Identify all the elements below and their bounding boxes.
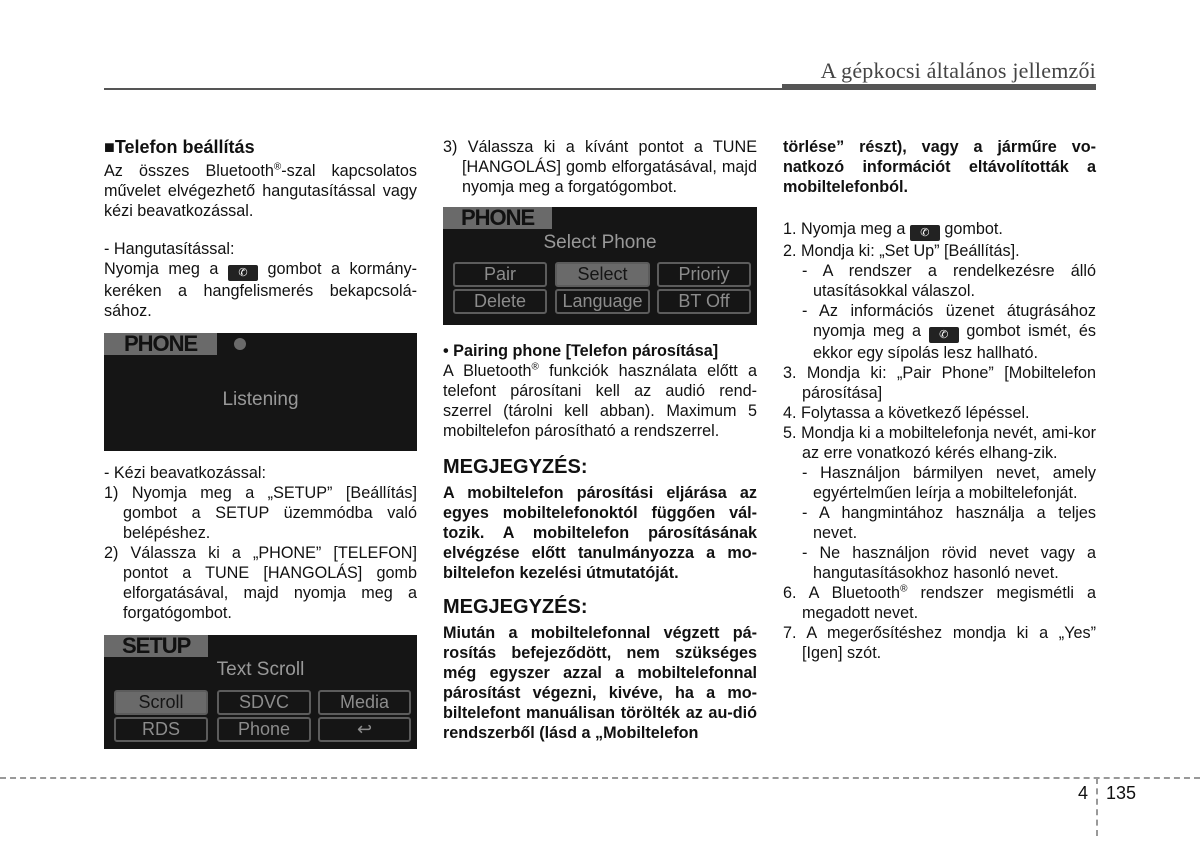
header-bar [782, 84, 1096, 90]
phone-voice-icon: ✆ [228, 265, 258, 281]
pairing-bullet: • Pairing phone [Telefon párosítása] [443, 342, 719, 360]
step-3-5a: - Használjon bármilyen nevet, amely egyértelműen leírja a mobiltelefonját. [802, 464, 1096, 502]
chapter-number: 4 [1078, 783, 1089, 803]
phone-voice-icon: ✆ [929, 327, 959, 343]
step-3-5: 5. Mondja ki a mobiltelefonja nevét, ami-kor az erre vonatkozó kérés elhang-zik. [783, 424, 1096, 462]
manual-label: - Kézi beavatkozással: [104, 464, 266, 482]
screen-button-media[interactable]: Media [318, 690, 411, 715]
step-3-1: 1. Nyomja meg a ✆ gombot. [783, 220, 1003, 239]
screen-button-language[interactable]: Language [555, 289, 650, 314]
step-3-2b: - Az információs üzenet átugrásához nyomja meg a ✆ gombot ismét, és ekkor egy sípolás lesz hallható. [802, 302, 1097, 362]
screen-title: Select Phone [543, 232, 657, 253]
page-header-title: A gépkocsi általános jellemzői [820, 58, 1096, 83]
footer-vertical-rule [1096, 778, 1098, 836]
voice-paragraph: Nyomja meg a ✆ gombot a kormány-keréken a hangfelismerés bekapcsolá-sához. [104, 260, 417, 320]
step-3-2a: - A rendszer a rendelkezésre álló utasításokkal válaszol. [802, 262, 1096, 300]
footer-dashed-rule [0, 777, 1200, 779]
voice-label: - Hangutasítással: [104, 240, 235, 258]
screen-button-rds[interactable]: RDS [114, 717, 208, 742]
screen-button-back[interactable]: ↩ [318, 717, 411, 742]
step-3: 3) Válassza ki a kívánt pontot a TUNE [HANGOLÁS] gomb elforgatásával, majd nyomja meg a forgatógombot. [443, 138, 757, 196]
step-3-5c: - Ne használjon rövid nevet vagy a hangutasításokhoz hasonló nevet. [802, 544, 1096, 582]
step-3-6: 6. A Bluetooth® rendszer megismétli a megadott nevet. [783, 583, 1096, 622]
note-heading-1: MEGJEGYZÉS: [443, 456, 588, 478]
step-1: 1) Nyomja meg a „SETUP” [Beállítás] gombot a SETUP üzemmódba való belépéshez. [104, 484, 417, 542]
screen-tab: PHONE [443, 207, 552, 229]
screen-small-icon [234, 338, 246, 350]
step-2: 2) Válassza ki a „PHONE” [TELEFON] pontot a TUNE [HANGOLÁS] gomb elforgatásával, majd nyomja meg a forgatógombot. [104, 544, 417, 622]
column-1 [104, 137, 417, 761]
note-1: A mobiltelefon párosítási eljárása az egyes mobiltelefonoktól függően vál-tozik. A mobiltelefon párosításának elvégzése előtt tanulmányozza a mo-biltelefon kezelési útmutatóját. [443, 484, 757, 582]
section-heading: ■Telefon beállítás [104, 137, 255, 157]
column-3 [783, 137, 1096, 663]
step-3-3: 3. Mondja ki: „Pair Phone” [Mobiltelefon párosítása] [783, 364, 1096, 402]
step-3-5b: - A hangmintához használja a teljes nevet. [802, 504, 1096, 542]
note-2-continued: törlése” részt), vagy a járműre vo-natkozó információt eltávolították a mobiltelefonból. [783, 138, 1096, 196]
screen-button-phone[interactable]: Phone [217, 717, 311, 742]
step-3-7: 7. A megerősítéshez mondja ki a „Yes” [Igen] szót. [783, 624, 1096, 662]
screen-select-phone [443, 207, 757, 325]
step-3-2: 2. Mondja ki: „Set Up” [Beállítás]. [783, 242, 1020, 260]
column-2 [443, 137, 757, 743]
screen-button-select[interactable]: Select [555, 262, 650, 287]
screen-status: Listening [222, 389, 299, 410]
screen-button-priority[interactable]: Prioriy [657, 262, 751, 287]
screen-setup [104, 635, 417, 749]
phone-voice-icon: ✆ [910, 225, 940, 241]
pairing-paragraph: A Bluetooth® funkciók használata előtt a telefont párosítani kell az audió rend-szerrel (tárolni kell abban). Maximum 5 mobiltelefon párosítható a rendszerrel. [443, 361, 757, 440]
header-rule [104, 88, 782, 90]
note-2: Miután a mobiltelefonnal végzett pá-rosítás befejeződött, nem szükséges még egyszer azzal a mobiltelefonnal párosítást végezni, kivéve, ha a mo-biltelefont manuálisan törölték az au-dió rendszerből (lásd a „Mobiltelefon [443, 624, 757, 742]
note-heading-2: MEGJEGYZÉS: [443, 596, 588, 618]
screen-title: Text Scroll [216, 659, 305, 680]
step-3-4: 4. Folytassa a következő lépéssel. [783, 404, 1030, 422]
screen-button-sdvc[interactable]: SDVC [217, 690, 311, 715]
screen-button-scroll[interactable]: Scroll [114, 690, 208, 715]
page-number: 135 [1106, 783, 1137, 803]
screen-tab: PHONE [104, 333, 217, 355]
screen-button-delete[interactable]: Delete [453, 289, 547, 314]
intro-paragraph: Az összes Bluetooth®-szal kapcsolatos művelet elvégezhető hangutasítással vagy kézi beavatkozással. [104, 161, 417, 220]
screen-phone-listening [104, 333, 417, 451]
screen-tab: SETUP [104, 635, 208, 657]
screen-button-pair[interactable]: Pair [453, 262, 547, 287]
screen-button-bt-off[interactable]: BT Off [657, 289, 751, 314]
